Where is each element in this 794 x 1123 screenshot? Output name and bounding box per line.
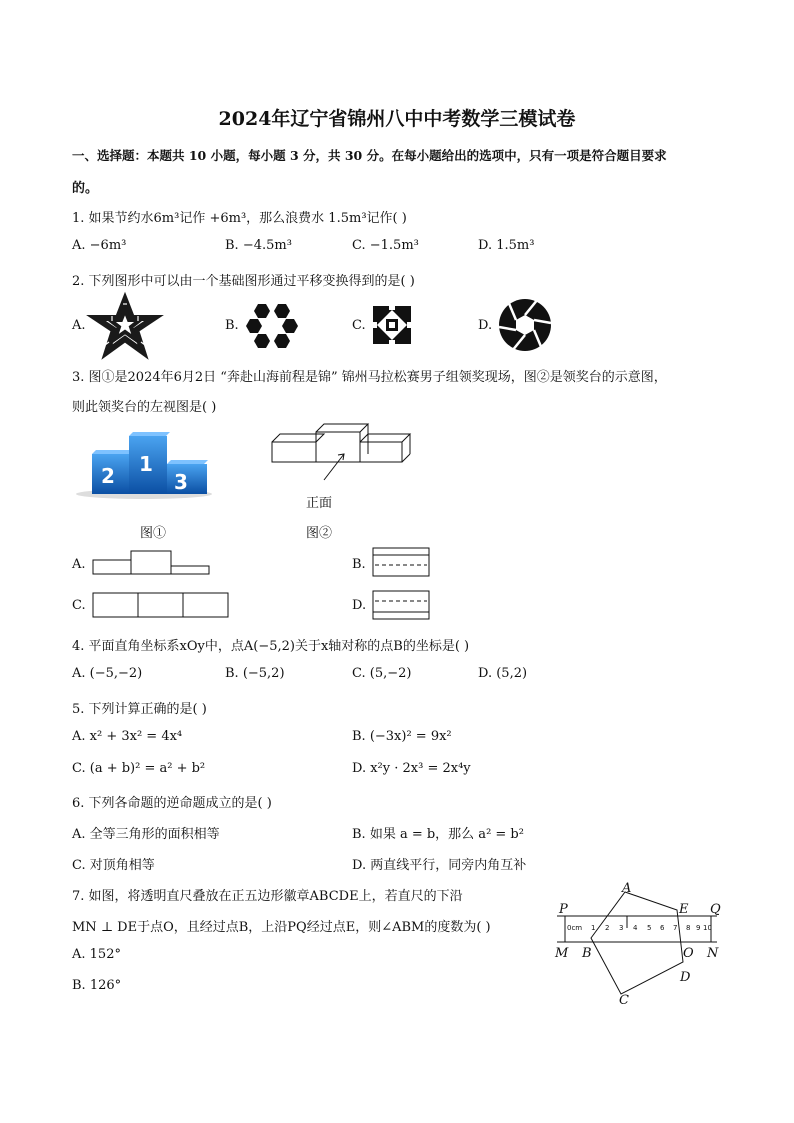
q3-front-label: 正面 [306, 496, 333, 511]
q7-option-a[interactable]: A. 152° [72, 947, 121, 962]
q1-stem: 1. 如果节约水6m³记作 +6m³，那么浪费水 1.5m³记作( ) [72, 211, 407, 226]
point-label-m: M [555, 946, 569, 961]
podium-number-1: 1 [139, 452, 153, 476]
q3-option-a-figure [92, 550, 210, 576]
ruler-tick-5: 5 [647, 924, 652, 932]
q2-stem: 2. 下列图形中可以由一个基础图形通过平移变换得到的是( ) [72, 274, 415, 289]
q2-figure-c-square-pattern-icon [372, 305, 412, 345]
q4-stem: 4. 平面直角坐标系xOy中，点A(−5,2)关于x轴对称的点B的坐标是( ) [72, 639, 470, 654]
q5-option-a[interactable]: A. x² + 3x² = 4x⁴ [72, 729, 183, 744]
ruler-tick-10: 10 [703, 924, 712, 932]
q4-option-d[interactable]: D. (5,2) [478, 666, 528, 681]
q2-figure-a-film-star-icon [92, 298, 158, 354]
q7-stem-line1: 7. 如图，将透明直尺叠放在正五边形徽章ABCDE上，若直尺的下沿 [72, 889, 463, 904]
point-label-e: E [679, 902, 689, 917]
q3-stem-line2: 则此领奖台的左视图是( ) [72, 400, 217, 415]
q5-option-d[interactable]: D. x²y · 2x³ = 2x⁴y [352, 761, 471, 776]
point-label-c: C [619, 993, 629, 1008]
ruler-tick-9: 9 [696, 924, 701, 932]
q2-figure-b-hexagons-icon [246, 302, 298, 350]
q3-option-d-figure [372, 590, 430, 620]
point-label-b: B [582, 946, 592, 961]
ruler-tick-3: 3 [619, 924, 624, 932]
q6-option-d[interactable]: D. 两直线平行，同旁内角互补 [352, 858, 527, 873]
point-label-n: N [707, 946, 719, 961]
ruler-tick-7: 7 [673, 924, 678, 932]
q3-figure1-caption: 图① [140, 526, 167, 541]
q2-option-c[interactable]: C. [352, 318, 366, 333]
q1-option-b[interactable]: B. −4.5m³ [225, 238, 292, 253]
point-label-q: Q [710, 902, 721, 917]
q2-option-a[interactable]: A. [72, 318, 86, 333]
q2-figure-d-aperture-icon [498, 298, 552, 352]
q3-option-c-figure [92, 592, 230, 618]
q1-option-d[interactable]: D. 1.5m³ [478, 238, 535, 253]
ruler-tick-4: 4 [633, 924, 638, 932]
point-label-a: A [622, 881, 632, 896]
q4-option-b[interactable]: B. (−5,2) [225, 666, 285, 681]
q3-option-a[interactable]: A. [72, 557, 86, 572]
podium-number-2: 2 [101, 464, 115, 488]
q5-option-b[interactable]: B. (−3x)² = 9x² [352, 729, 452, 744]
section-heading-line2: 的。 [72, 181, 99, 196]
q3-option-d[interactable]: D. [352, 598, 367, 613]
q6-stem: 6. 下列各命题的逆命题成立的是( ) [72, 796, 272, 811]
ruler-tick-6: 6 [660, 924, 665, 932]
q5-stem: 5. 下列计算正确的是( ) [72, 702, 207, 717]
q3-option-c[interactable]: C. [72, 598, 86, 613]
q4-option-c[interactable]: C. (5,−2) [352, 666, 412, 681]
podium-number-3: 3 [174, 470, 188, 494]
point-label-o: O [683, 946, 694, 961]
ruler-unit-label: 0cm [567, 924, 583, 932]
q5-option-c[interactable]: C. (a + b)² = a² + b² [72, 761, 206, 776]
q3-podium-diagram [268, 418, 418, 488]
q7-pentagon-ruler-figure [555, 880, 725, 1010]
ruler-tick-2: 2 [605, 924, 610, 932]
q3-option-b[interactable]: B. [352, 557, 366, 572]
ruler-tick-8: 8 [686, 924, 691, 932]
q3-option-b-figure [372, 547, 430, 577]
ruler-tick-1: 1 [591, 924, 596, 932]
q1-option-c[interactable]: C. −1.5m³ [352, 238, 419, 253]
paper-title: 2024年辽宁省锦州八中中考数学三模试卷 [218, 108, 576, 130]
point-label-p: P [559, 902, 568, 917]
q2-option-b[interactable]: B. [225, 318, 239, 333]
section-heading-line1: 一、选择题：本题共 10 小题，每小题 3 分，共 30 分。在每小题给出的选项中，只有一项是符合题目要求 [72, 148, 667, 163]
q2-option-d[interactable]: D. [478, 318, 493, 333]
q7-option-b[interactable]: B. 126° [72, 978, 122, 993]
q7-stem-line2: MN ⊥ DE于点O，且经过点B，上沿PQ经过点E，则∠ABM的度数为( ) [72, 920, 491, 935]
q3-figure2-caption: 图② [306, 526, 333, 541]
q1-option-a[interactable]: A. −6m³ [72, 238, 127, 253]
q6-option-b[interactable]: B. 如果 a = b，那么 a² = b² [352, 827, 524, 842]
q6-option-a[interactable]: A. 全等三角形的面积相等 [72, 827, 220, 842]
q6-option-c[interactable]: C. 对顶角相等 [72, 858, 155, 873]
point-label-d: D [680, 970, 691, 985]
q3-stem-line1: 3. 图①是2024年6月2日 “奔赴山海前程是锦” 锦州马拉松赛男子组领奖现场，图②是领奖台的示意图， [72, 370, 667, 385]
q4-option-a[interactable]: A. (−5,−2) [72, 666, 143, 681]
